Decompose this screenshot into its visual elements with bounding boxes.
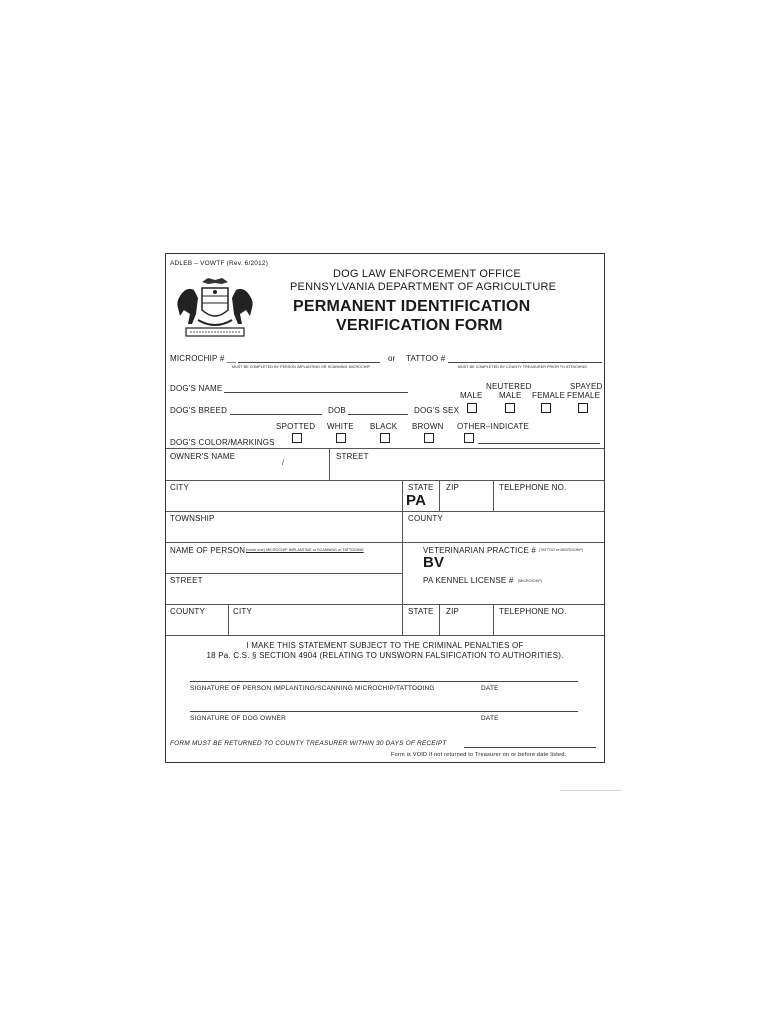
dogs-name-field[interactable] xyxy=(224,392,408,393)
kennel-license-note: (MICROCHIP) xyxy=(518,579,543,583)
spayed-female-label: FEMALE xyxy=(567,391,601,400)
implanter-city-state-divider xyxy=(402,604,403,635)
state-zip-divider xyxy=(439,480,440,511)
neutered-label: NEUTERED xyxy=(486,382,532,391)
microchip-label: MICROCHIP # __ xyxy=(170,354,237,363)
implanter-grid-row2 xyxy=(166,573,402,574)
return-note: FORM MUST BE RETURNED TO COUNTY TREASURER WITHIN 30 DAYS OF RECEIPT xyxy=(170,740,447,747)
male-checkbox[interactable] xyxy=(467,403,477,413)
page-title: PERMANENT IDENTIFICATION xyxy=(293,298,531,315)
owner-county-label: COUNTY xyxy=(408,514,443,523)
or-label: or xyxy=(388,354,396,363)
owner-grid-row3 xyxy=(166,511,604,512)
owner-city-label: CITY xyxy=(170,483,190,492)
dogs-breed-label: DOG'S BREED xyxy=(170,406,228,415)
other-checkbox[interactable] xyxy=(464,433,474,443)
verification-form xyxy=(165,253,605,763)
other-indicate-field[interactable] xyxy=(478,443,600,444)
tattoo-note: MUST BE COMPLETED BY COUNTY TREASURER PRIOR TO ATTACHING xyxy=(458,365,588,369)
owners-name-label: OWNER'S NAME xyxy=(170,452,236,461)
brown-checkbox[interactable] xyxy=(424,433,434,443)
owner-zip-label: ZIP xyxy=(446,483,460,492)
spotted-checkbox[interactable] xyxy=(292,433,302,443)
vet-practice-note: (TATTOO or MICROCHIP) xyxy=(539,548,584,552)
microchip-field[interactable] xyxy=(238,362,380,363)
dogs-breed-field[interactable] xyxy=(230,414,322,415)
color-white-label: WHITE xyxy=(327,422,354,431)
tattoo-label: TATTOO # xyxy=(406,354,446,363)
owner-street-label: STREET xyxy=(336,452,369,461)
stray-mark: / xyxy=(282,460,285,467)
neutered-male-checkbox[interactable] xyxy=(505,403,515,413)
color-brown-label: BROWN xyxy=(412,422,444,431)
owner-grid-row2 xyxy=(166,480,604,481)
owner-signature-line[interactable] xyxy=(190,711,578,712)
scan-artifact-line xyxy=(560,790,622,791)
spayed-female-checkbox[interactable] xyxy=(578,403,588,413)
tattoo-field[interactable] xyxy=(448,362,602,363)
dob-label: DOB xyxy=(328,406,346,415)
white-checkbox[interactable] xyxy=(336,433,346,443)
implanter-city-label: CITY xyxy=(233,607,253,616)
void-note: Form is VOID if not returned to Treasurer on or before date listed. xyxy=(391,752,567,758)
statement-line2: 18 Pa. C.S. § SECTION 4904 (RELATING TO UNSWORN FALSIFICATION TO AUTHORITIES). xyxy=(206,651,564,660)
spayed-label: SPAYED xyxy=(570,382,603,391)
implanter-grid-bottom xyxy=(166,635,604,636)
implanter-street-label: STREET xyxy=(170,576,203,585)
owner-grid-top xyxy=(166,448,604,449)
color-spotted-label: SPOTTED xyxy=(276,422,316,431)
owner-grid-divider xyxy=(329,448,330,480)
name-of-person-note: (circle one) MICROCHIP IMPLANTING or SCANNING or TATTOOING xyxy=(246,548,364,552)
implanter-zip-phone-divider xyxy=(493,604,494,635)
implanter-county-label: COUNTY xyxy=(170,607,205,616)
owner-date-label: DATE xyxy=(481,715,499,722)
implanter-date-label: DATE xyxy=(481,685,499,692)
implanter-grid-divider xyxy=(402,542,403,604)
implanter-zip-label: ZIP xyxy=(446,607,460,616)
city-state-divider xyxy=(402,480,403,511)
kennel-license-label: PA KENNEL LICENSE # xyxy=(423,576,514,585)
color-black-label: BLACK xyxy=(370,422,398,431)
black-checkbox[interactable] xyxy=(380,433,390,443)
office-name: DOG LAW ENFORCEMENT OFFICE xyxy=(333,268,521,280)
implanter-telephone-label: TELEPHONE NO. xyxy=(499,607,567,616)
owner-state-value: PA xyxy=(406,492,427,509)
vet-practice-value: BV xyxy=(423,554,445,571)
township-county-divider xyxy=(402,511,403,542)
name-of-person-label: NAME OF PERSON xyxy=(170,546,246,555)
statement-line1: I MAKE THIS STATEMENT SUBJECT TO THE CRIMINAL PENALTIES OF xyxy=(246,641,524,650)
department-name: PENNSYLVANIA DEPARTMENT OF AGRICULTURE xyxy=(290,281,557,293)
neutered-male-label: MALE xyxy=(499,391,522,400)
vet-practice-label: VETERINARIAN PRACTICE # xyxy=(423,546,537,555)
page-subtitle: VERIFICATION FORM xyxy=(336,317,503,334)
dogs-name-label: DOG'S NAME xyxy=(170,384,223,393)
dogs-sex-label: DOG'S SEX xyxy=(414,406,460,415)
zip-phone-divider xyxy=(493,480,494,511)
implanter-state-label: STATE xyxy=(408,607,434,616)
color-other-label: OTHER–INDICATE xyxy=(457,422,529,431)
form-code: ADLEB – VOWTF (Rev. 6/2012) xyxy=(170,260,269,267)
implanter-grid-top xyxy=(166,542,604,543)
color-markings-label: DOG'S COLOR/MARKINGS xyxy=(170,438,275,447)
implanter-state-zip-divider xyxy=(439,604,440,635)
male-label: MALE xyxy=(460,391,483,400)
dob-field[interactable] xyxy=(348,414,408,415)
implanter-grid-row3 xyxy=(166,604,604,605)
owner-telephone-label: TELEPHONE NO. xyxy=(499,483,567,492)
owner-signature-label: SIGNATURE OF DOG OWNER xyxy=(190,715,287,722)
implanter-signature-label: SIGNATURE OF PERSON IMPLANTING/SCANNING MICROCHIP/TATTOOING xyxy=(190,685,435,692)
female-label: FEMALE xyxy=(532,391,566,400)
microchip-note: MUST BE COMPLETED BY PERSON IMPLANTING OR SCANNING MICROCHIP xyxy=(232,365,371,369)
pennsylvania-state-seal-icon xyxy=(172,274,258,342)
implanter-signature-line[interactable] xyxy=(190,681,578,682)
female-checkbox[interactable] xyxy=(541,403,551,413)
return-date-field[interactable] xyxy=(464,747,596,748)
county-city-divider xyxy=(228,604,229,635)
township-label: TOWNSHIP xyxy=(170,514,215,523)
owner-state-label: STATE xyxy=(408,483,434,492)
